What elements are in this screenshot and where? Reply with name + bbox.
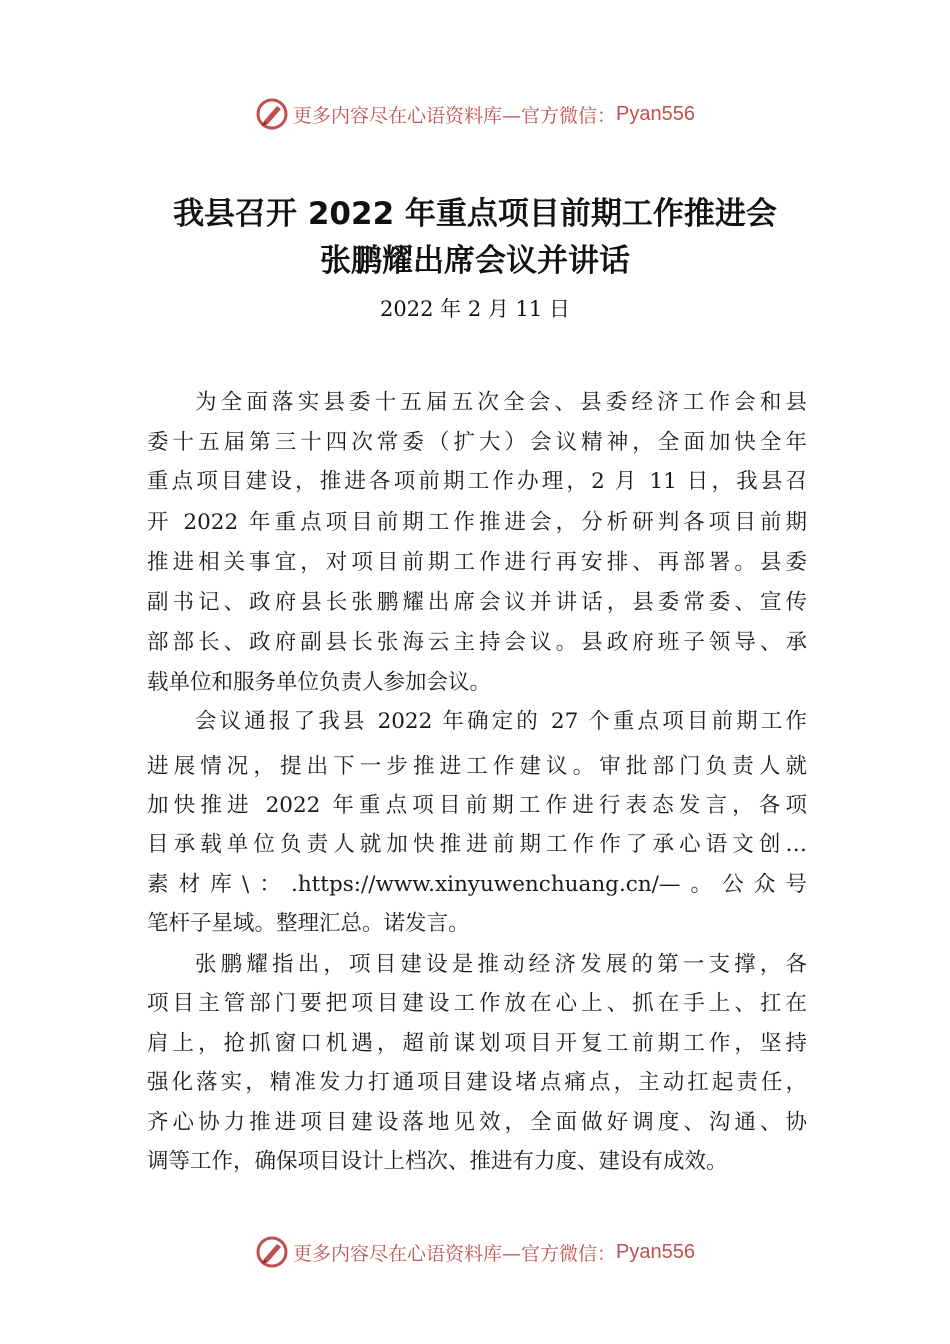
body-line: 副书记、政府县长张鹏耀出席会议并讲话，县委常委、宣传 [147,590,807,615]
quill-logo-icon [255,1235,289,1269]
watermark-header [0,94,950,134]
body-line: 加快推进 2022 年重点项目前期工作进行表态发言，各项 [147,793,807,818]
body-line: 素材库\：.https://www.xinyuwenchuang.cn/—。公众号 [147,872,807,897]
body-line: 开 2022 年重点项目前期工作推进会，分析研判各项目前期 [147,510,807,535]
body-line: 肩上，抢抓窗口机遇，超前谋划项目开复工前期工作，坚持 [147,1031,807,1056]
body-line: 重点项目建设，推进各项前期工作办理，2 月 11 日，我县召 [147,469,807,494]
watermark-wechat-id: Pyan556 [616,1240,695,1263]
body-line: 齐心协力推进项目建设落地见效，全面做好调度、沟通、协 [147,1110,807,1135]
publish-date: 2022 年 2 月 11 日 [380,297,570,321]
body-line: 载单位和服务单位负责人参加会议。 [147,670,492,695]
body-line: 强化落实，精准发力打通项目建设堵点痛点，主动扛起责任， [147,1070,807,1095]
page-title-line-1: 我县召开 2022 年重点项目前期工作推进会 [173,196,777,232]
body-line: 为全面落实县委十五届五次全会、县委经济工作会和县 [195,390,807,415]
page-title-line-2: 张鹏耀出席会议并讲话 [320,243,630,279]
body-line: 委十五届第三十四次常委（扩大）会议精神，全面加快全年 [147,430,807,455]
body-line: 会议通报了我县 2022 年确定的 27 个重点项目前期工作 [195,709,807,734]
watermark-footer [0,1232,950,1272]
body-line: 目承载单位负责人就加快推进前期工作作了承心语文创… [147,832,807,857]
body-line: 部部长、政府副县长张海云主持会议。县政府班子领导、承 [147,630,807,655]
watermark-text: 更多内容尽在心语资料库—官方微信： [293,1242,617,1265]
body-line: 推进相关事宜，对项目前期工作进行再安排、再部署。县委 [147,550,807,575]
body-line: 进展情况，提出下一步推进工作建议。审批部门负责人就 [147,754,807,779]
body-line: 笔杆子星域。整理汇总。诺发言。 [147,911,470,936]
body-line: 项目主管部门要把项目建设工作放在心上、抓在手上、扛在 [147,991,807,1016]
quill-logo-icon [255,97,289,131]
body-line: 张鹏耀指出，项目建设是推动经济发展的第一支撑，各 [195,952,807,977]
watermark-wechat-id: Pyan556 [616,102,695,125]
body-line: 调等工作，确保项目设计上档次、推进有力度、建设有成效。 [147,1149,728,1174]
watermark-text: 更多内容尽在心语资料库—官方微信： [293,104,617,127]
